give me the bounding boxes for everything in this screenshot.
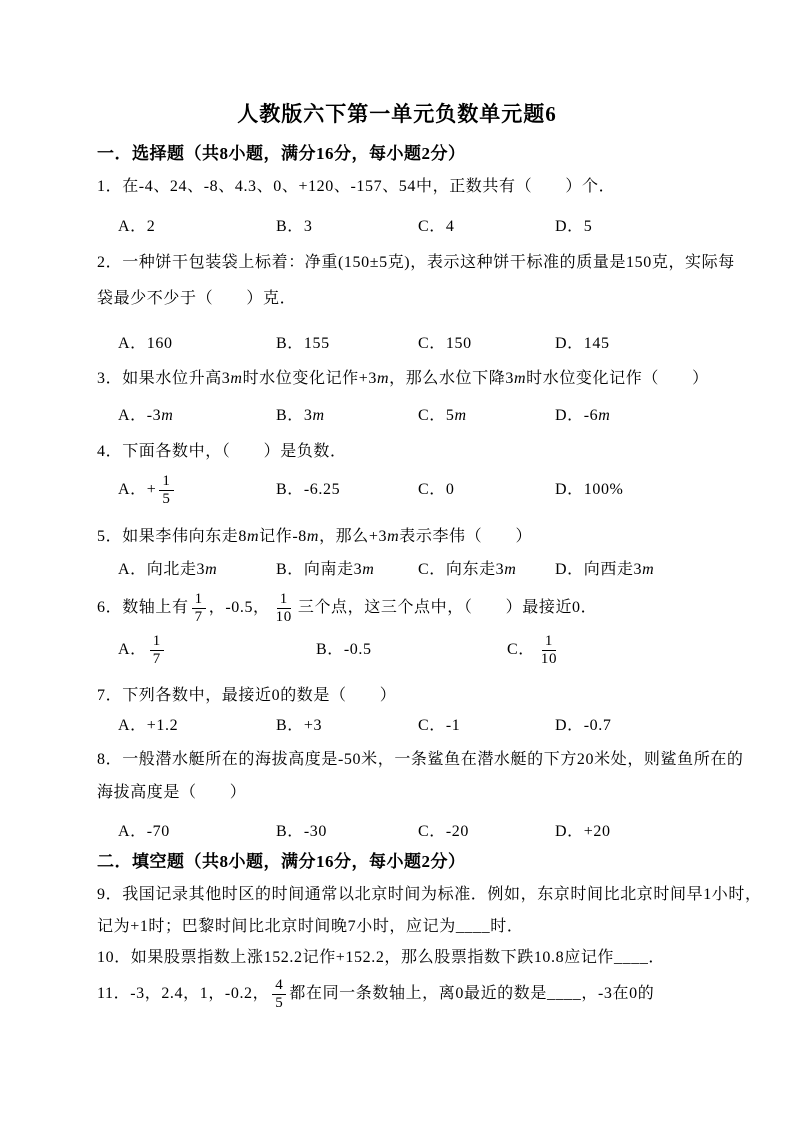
question-2-text-line2: 袋最少不少于（ ）克．	[97, 290, 297, 307]
question-3-options	[118, 406, 718, 426]
italic-variable: m	[642, 561, 655, 578]
fraction: $\frac{1}{10}$	[275, 590, 292, 625]
italic-variable: m	[513, 370, 527, 387]
question-5-options	[118, 560, 718, 580]
question-3-option-d: D．-6m	[555, 407, 611, 424]
italic-variable: m	[598, 407, 611, 424]
italic-variable: m	[247, 528, 260, 545]
section-choice-heading: 一．选择题（共8小题，满分16分，每小题2分）	[97, 144, 466, 163]
italic-variable: m	[387, 528, 400, 545]
question-2-text-line1: 2．一种饼干包装袋上标着：净重(150±5克)，表示这种饼干标准的质量是150克，实际每	[97, 254, 735, 271]
question-3-option-c: C．5m	[418, 407, 467, 424]
question-6-options	[118, 631, 718, 669]
question-1-option-a: A．2	[118, 218, 156, 235]
question-3-option-a: A．-3m	[118, 407, 174, 424]
question-1-options	[118, 217, 718, 237]
question-7-options	[118, 716, 718, 736]
question-4-text: 4．下面各数中，（ ）是负数．	[97, 443, 347, 460]
question-4-options	[118, 471, 718, 509]
italic-variable: m	[205, 561, 218, 578]
italic-variable: m	[504, 561, 517, 578]
question-2-option-b: B．155	[276, 335, 330, 352]
fraction: $\frac{1}{10}$	[540, 632, 558, 667]
question-3-option-b: B．3m	[276, 407, 325, 424]
question-8-text-line1: 8．一般潜水艇所在的海拔高度是-50米，一条鲨鱼在潜水艇的下方20米处，则鲨鱼所在的	[97, 751, 744, 768]
italic-variable: m	[161, 407, 174, 424]
fraction: $\frac{1}{7}$	[150, 633, 164, 668]
question-4-option-a: A．+ $\frac{1}{5}$	[118, 471, 276, 509]
fraction: $\frac{4}{5}$	[272, 977, 286, 1012]
question-3-text: 3．如果水位升高3m时水位变化记作+3m，那么水位下降3m时水位变化记作（ ）	[97, 370, 709, 387]
question-5-option-b: B．向南走3m	[276, 561, 375, 578]
question-8-option-d: D．+20	[555, 823, 611, 840]
question-11-text: 11．-3，2.4，1，-0.2， $\frac{4}{5}$ 都在同一条数轴上，离0最近的数是____，-3在0的	[97, 976, 655, 1011]
italic-variable: m	[230, 370, 243, 387]
question-9-text-line1: 9．我国记录其他时区的时间通常以北京时间为标准．例如，东京时间比北京时间早1小时，	[97, 886, 762, 903]
question-5-option-c: C．向东走3m	[418, 561, 517, 578]
question-7-option-c: C．-1	[418, 717, 461, 734]
question-8-text-line2: 海拔高度是（ ）	[97, 784, 247, 801]
section-fill-heading: 二．填空题（共8小题，满分16分，每小题2分）	[97, 852, 466, 871]
question-1-option-c: C．4	[418, 218, 455, 235]
question-6-option-c: C． $\frac{1}{10}$	[507, 631, 718, 669]
question-1-option-b: B．3	[276, 218, 313, 235]
question-7-option-b: B．+3	[276, 717, 323, 734]
question-6-option-a: A． $\frac{1}{7}$	[118, 631, 316, 669]
question-8-options	[118, 822, 718, 842]
italic-variable: m	[306, 528, 320, 545]
question-8-option-c: C．-20	[418, 823, 469, 840]
question-5-option-d: D．向西走3m	[555, 561, 655, 578]
fraction: $\frac{1}{7}$	[192, 591, 206, 626]
question-7-option-d: D．-0.7	[555, 717, 612, 734]
question-6-option-b: B．-0.5	[316, 641, 372, 658]
question-4-option-d: D．100%	[555, 481, 624, 498]
italic-variable: m	[362, 561, 375, 578]
italic-variable: m	[377, 370, 390, 387]
question-7-text: 7．下列各数中，最接近0的数是（ ）	[97, 687, 397, 704]
question-2-option-d: D．145	[555, 335, 610, 352]
question-2-option-a: A．160	[118, 335, 173, 352]
question-2-option-c: C．150	[418, 335, 472, 352]
question-10-text: 10．如果股票指数上涨152.2记作+152.2，那么股票指数下跌10.8应记作____．	[97, 949, 666, 966]
question-5-option-a: A．向北走3m	[118, 561, 218, 578]
italic-variable: m	[454, 407, 467, 424]
question-8-option-b: B．-30	[276, 823, 327, 840]
question-7-option-a: A．+1.2	[118, 717, 179, 734]
question-4-option-c: C．0	[418, 481, 455, 498]
question-1-text: 1．在-4、24、-8、4.3、0、+120、-157、54中，正数共有（ ）个．	[97, 178, 616, 195]
italic-variable: m	[312, 407, 325, 424]
fraction: $\frac{1}{5}$	[159, 473, 173, 508]
question-9-text-line2: 记为+1时；巴黎时间比北京时间晚7小时，应记为____时．	[97, 918, 524, 935]
question-2-options	[118, 334, 718, 354]
question-1-option-d: D．5	[555, 218, 593, 235]
question-8-option-a: A．-70	[118, 823, 170, 840]
question-4-option-b: B．-6.25	[276, 481, 341, 498]
page-title: 人教版六下第一单元负数单元题6	[237, 102, 557, 126]
question-5-text: 5．如果李伟向东走8m记作-8m，那么+3m表示李伟（ ）	[97, 528, 533, 545]
question-6-text: 6．数轴上有 $\frac{1}{7}$ ，-0.5， $\frac{1}{10}$ 三个点，这三个点中，（ ）最接近0．	[97, 590, 598, 625]
